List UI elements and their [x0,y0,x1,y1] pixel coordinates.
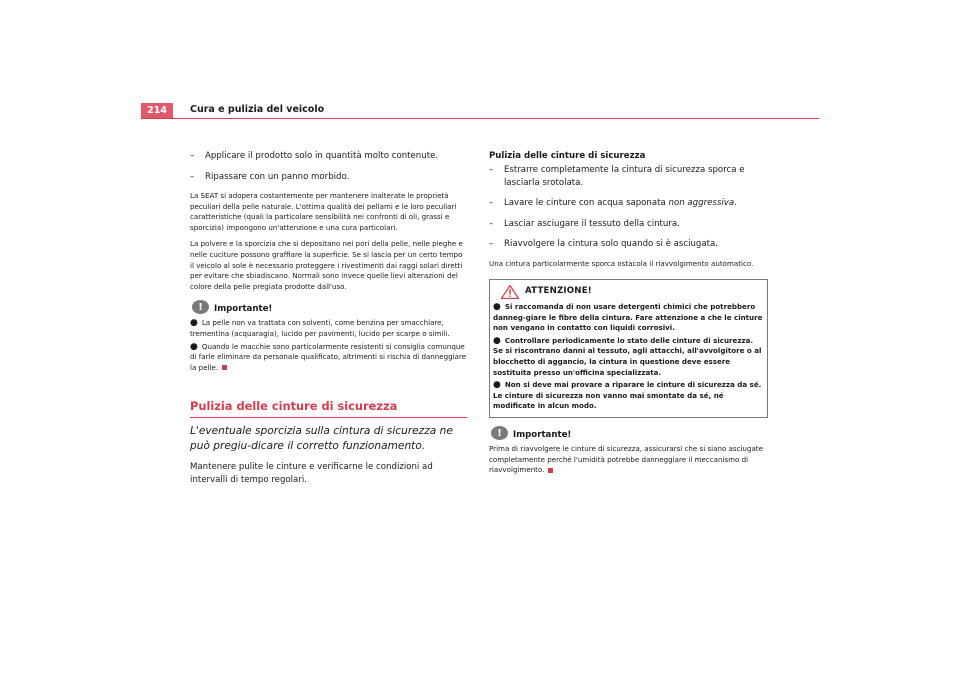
important-title: Importante! [513,430,572,441]
step-text: Ripassare con un panno morbido. [205,171,350,182]
step-item [190,150,467,163]
paragraph: La polvere e la sporcizia che si depositano nei pori della pelle, nelle pieghe e nelle cuciture possono graffiare la superficie. Se si lascia per un certo tempo il veicolo al sole è necessario proteggere i rivestimenti dai raggi solari diretti per evitare che sbiadiscano. Normali sono invece quelle lievi alterazioni del colore della pelle pregiata prodotte dall'uso. [190,239,463,291]
bullet-text: Non si deve mai provare a riparare le cinture di sicurezza da sé. Le cinture di sicurezza non vanno mai smontate da sé, né modificate in alcun modo. [493,380,762,411]
important-title: Importante! [214,304,273,315]
bullet-text: Quando le macchie sono particolarmente resistenti si consiglia comunque di farle eliminare da personale qualificato, altrimenti si rischia di danneggiare la pelle. [190,341,467,372]
step-text: Estrarre completamente la cintura di sicurezza sporca e lasciarla srotolata. [504,165,745,188]
step-text: Lavare le cinture con acqua saponata [504,198,666,208]
bullet-item [493,380,764,412]
step-item [190,171,467,184]
bullet-item [493,336,764,378]
dash-marker: – [190,151,195,161]
section-intro: L'eventuale sporcizia sulla cintura di sicurezza ne può pregiu-dicare il corretto funzionamento. [190,425,453,452]
end-square-icon [222,365,227,370]
section-title: Pulizia delle cinture di sicurezza [190,399,398,414]
important-text: Prima di riavvolgere le cinture di sicurezza, assicurarsi che si siano asciugate completamente perché l'umidità potrebbe danneggiare il meccanismo di riavvolgimento. [489,444,763,475]
end-square-icon [548,468,553,473]
section-rule [190,417,467,418]
dash-marker: – [489,198,494,208]
dash-marker: – [489,239,494,249]
bullet-dot-icon: ● [493,335,501,346]
procedure-heading: Pulizia delle cinture di sicurezza [489,151,646,161]
step-item [489,218,766,231]
right-column [489,150,766,480]
page-number: 214 [141,103,173,118]
running-head: Cura e pulizia del veicolo [190,104,325,115]
bullet-item [190,342,467,374]
step-item [489,164,766,189]
step-item [489,197,766,210]
bullet-dot-icon: ● [493,380,501,391]
dash-marker: – [190,171,195,182]
attention-header [490,280,767,300]
attention-body [490,300,767,417]
dash-marker: – [489,165,494,175]
step-text: Applicare il prodotto solo in quantità molto contenute. [205,151,439,161]
exclamation-circle-icon: ! [192,300,209,314]
bullet-text: Si raccomanda di non usare detergenti chimici che potrebbero danneg-giare le fibre della cintura. Fare attenzione a che le cinture non vengano in contatto con liquidi corrosivi. [493,302,763,333]
exclamation-circle-icon: ! [491,426,508,440]
bullet-item [190,318,467,339]
step-emphasis: non aggressiva [668,198,735,208]
paragraph: La SEAT si adopera costantemente per mantenere inalterate le proprietà peculiari della pelle naturale. L'ottima qualità dei pellami e le loro peculiari caratteristiche (quali la particolare sensibilità nei confronti di oli, grassi e sporcizia) impongono un'attenzione e una cura particolari. [190,191,457,232]
important-paragraph [489,444,766,476]
bullet-text: La pelle non va trattata con solventi, come benzina per smacchiare, trementina (acquaragia), lucido per pavimenti, lucido per scarpe o simili. [190,318,450,338]
bullet-text: Controllare periodicamente lo stato delle cinture di sicurezza. Se si riscontrano danni al tessuto, agli attacchi, all'avvolgitore o al blocchetto di aggancio, la cintura in questione deve essere sostituita presso un'officina specializzata. [493,335,762,377]
note-paragraph: Una cintura particolarmente sporca ostacola il riavvolgimento automatico. [489,258,754,268]
bullet-dot-icon: ● [190,318,198,329]
step-end: . [734,198,737,208]
warning-triangle-icon [501,285,519,299]
attention-title: ATTENZIONE! [525,286,592,297]
body-paragraph: Mantenere pulite le cinture e verificarne le condizioni ad intervalli di tempo regolari. [190,462,433,485]
step-item [489,238,766,251]
header-rule [141,118,819,119]
dash-marker: – [489,218,494,229]
step-text: Riavvolgere la cintura solo quando si è asciugata. [504,239,719,249]
bullet-item [493,302,764,334]
important-header [190,300,467,318]
left-column [190,150,467,486]
step-text: Lasciar asciugare il tessuto della cintura. [504,218,680,229]
bullet-dot-icon: ● [493,302,501,313]
important-header [489,426,766,444]
bullet-dot-icon: ● [190,341,198,352]
attention-box [489,279,768,418]
